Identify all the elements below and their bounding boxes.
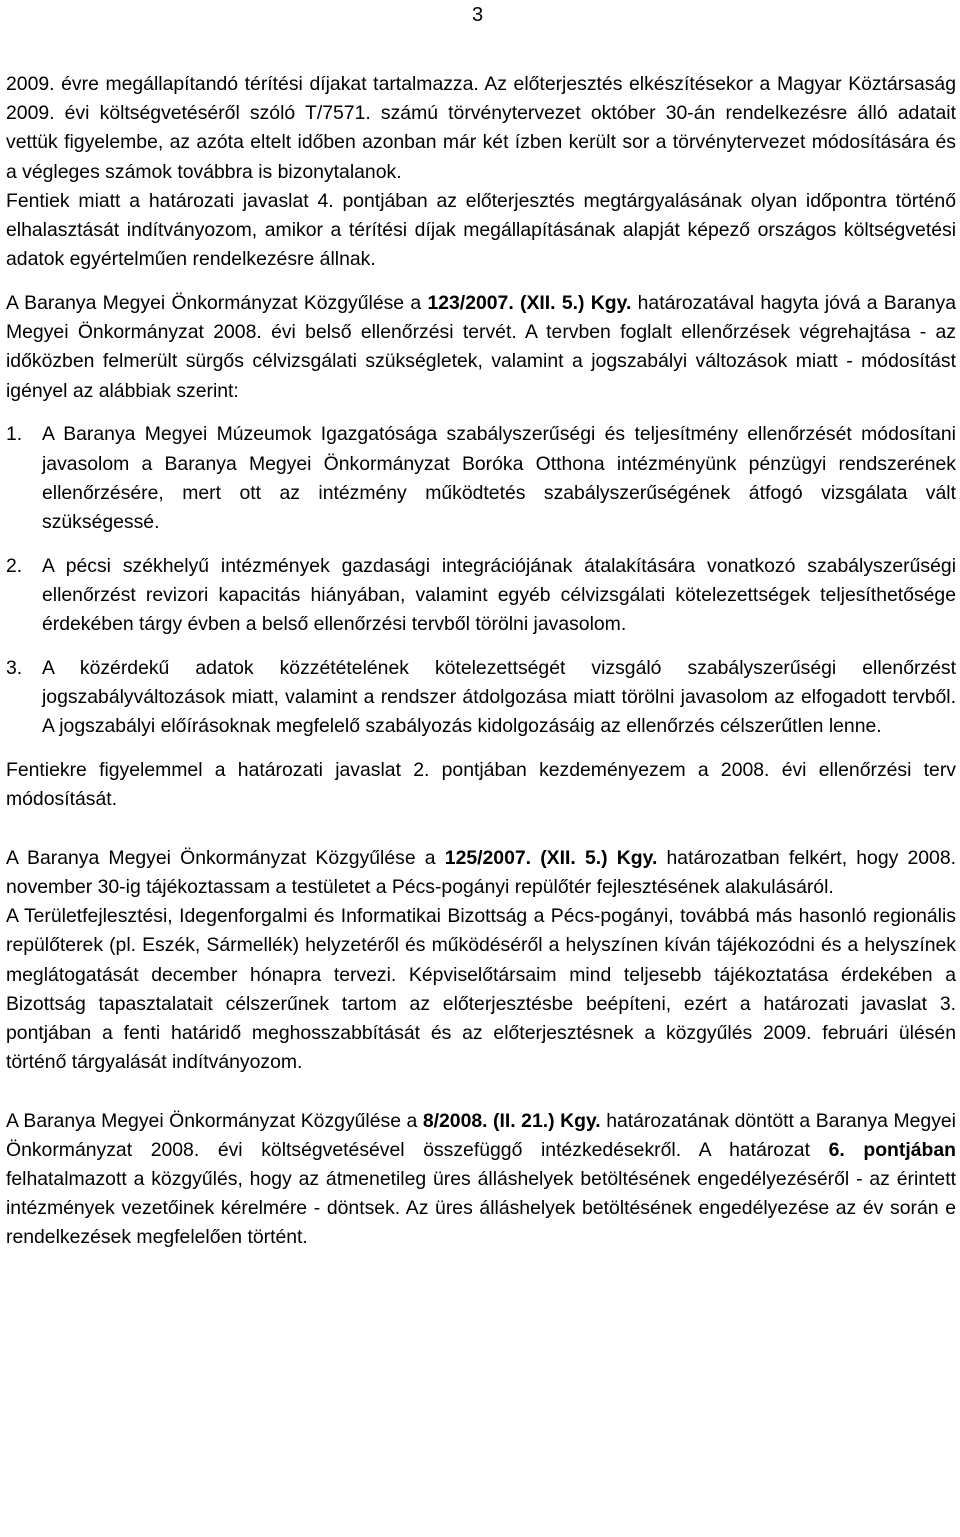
paragraph-spacer <box>6 406 956 421</box>
page-number: 3 <box>472 4 484 26</box>
paragraph-spacer <box>6 274 956 289</box>
airport-intro: A Baranya Megyei Önkormányzat Közgyűlése a <box>6 846 445 869</box>
document-body <box>6 70 956 1253</box>
point-6-reference: 6. pontjában <box>828 1138 956 1161</box>
vacancies-middle: határozatának döntött a Baranya Megyei Önkormányzat 2008. évi költségvetésével összefüggő intézkedésekről. A határozat <box>6 1109 956 1161</box>
list-item-text: A közérdekű adatok közzétételének kötelezettségét vizsgáló szabályszerűségi ellenőrzést jogszabályváltozások miatt, valamint a rendszer átdolgozása miatt törölni javasolom az elfogadott tervből. A jogszabályi előírásoknak megfelelő szabályozás kidolgozásáig az ellenőrzés célszerűtlen lenne. <box>42 657 956 738</box>
list-item <box>6 654 956 742</box>
list-item-number: 2. <box>6 554 23 577</box>
list-item-number: 1. <box>6 423 23 446</box>
paragraph-audit-plan <box>6 289 956 406</box>
list-item <box>6 552 956 640</box>
paragraph-committee: A Területfejlesztési, Idegenforgalmi és Informatikai Bizottság a Pécs-pogányi, továbbá más hasonló regionális repülőterek (pl. Eszék, Sármellék) helyzetéről és működéséről a helyszínen kíván tájékozódni és a helyszínek meglátogatását december hónapra tervezi. Képviselőtársaim mind teljesebb tájékoztatása érdekében a Bizottság tapasztalatait célszerűnek tartom az előterjesztésbe beépíteni, ezért a határozati javaslat 3. pontjában a fenti határidő meghosszabbítását és az előterjesztésnek a közgyűlés 2009. februári ülésén történő tárgyalását indítványozom. <box>6 905 956 1074</box>
paragraph-spacer <box>6 639 956 654</box>
paragraph-fee-rates: 2009. évre megállapítandó térítési díjakat tartalmazza. Az előterjesztés elkészítésekor a Magyar Köztársaság 2009. évi költségvetéséről szóló T/7571. számú törvénytervezet október 30-án rendelkezésre álló adatait vettük figyelembe, az azóta eltelt időben azonban már két ízben került sor a törvénytervezet módosítására és a végleges számok továbbra is bizonytalanok. <box>6 73 956 183</box>
paragraph-postponement: Fentiek miatt a határozati javaslat 4. pontjában az előterjesztés megtárgyalásának olyan időpontra történő elhalasztását indítványozom, amikor a térítési díjak megállapításának alapját képező országos költségvetési adatok egyértelműen rendelkezésre állnak. <box>6 189 956 271</box>
airport-body: határozatban felkért, hogy 2008. november 30-ig tájékoztassam a testületet a Pécs-pogányi repülőtér fejlesztésének alakulásáról. <box>6 846 957 899</box>
paragraph-spacer <box>6 1077 956 1106</box>
paragraph-airport-request <box>6 844 956 902</box>
audit-plan-body: határozatával hagyta jóvá a Baranya Megyei Önkormányzat 2008. évi belső ellenőrzési tervét. A tervben foglalt ellenőrzések végrehajtása - az időközben felmerült sürgős célvizsgálati szükségletek, valamint a jogszabályi változások miatt - módosítást igényel az alábbiak szerint: <box>6 292 957 402</box>
list-item-text: A Baranya Megyei Múzeumok Igazgatósága szabályszerűségi és teljesítmény ellenőrzését módosítani javasolom a Baranya Megyei Önkormányzat Boróka Otthona intézményünk pénzügyi rendszerének ellenőrzésére, mert ott az intézmény működtetés szabályszerűségének átfogó vizsgálata vált szükségessé. <box>42 423 956 534</box>
paragraph-vacancies <box>6 1107 956 1253</box>
resolution-123-2007: 123/2007. (XII. 5.) Kgy. <box>427 292 632 315</box>
resolution-125-2007: 125/2007. (XII. 5.) Kgy. <box>444 846 658 869</box>
paragraph-spacer <box>6 815 956 844</box>
list-item-text: A pécsi székhelyű intézmények gazdasági integrációjának átalakítására vonatkozó szabályszerűségi ellenőrzést revizori kapacitás hiányában, valamint egyéb célvizsgálati kötelezettségek teljesíthetősége érdekében tárgy évben a belső ellenőrzési tervből törölni javasolom. <box>42 554 956 636</box>
resolution-8-2008: 8/2008. (II. 21.) Kgy. <box>422 1109 601 1132</box>
audit-plan-intro: A Baranya Megyei Önkormányzat Közgyűlése a <box>6 292 428 315</box>
paragraph-spacer <box>6 742 956 757</box>
paragraph-plan-modification: Fentiekre figyelemmel a határozati javaslat 2. pontjában kezdeményezem a 2008. évi ellenőrzési terv módosítását. <box>6 759 956 811</box>
vacancies-body: felhatalmazott a közgyűlés, hogy az átmenetileg üres álláshelyek betöltésének engedélyezéséről - az érintett intézmények vezetőinek kérelmére - döntsek. Az üres álláshelyek betöltésének engedélyezése az év során e rendelkezések megfelelően történt. <box>6 1168 956 1249</box>
list-item-number: 3. <box>6 657 23 680</box>
paragraph-spacer <box>6 537 956 552</box>
vacancies-intro: A Baranya Megyei Önkormányzat Közgyűlése a <box>6 1109 423 1132</box>
list-item <box>6 420 956 537</box>
